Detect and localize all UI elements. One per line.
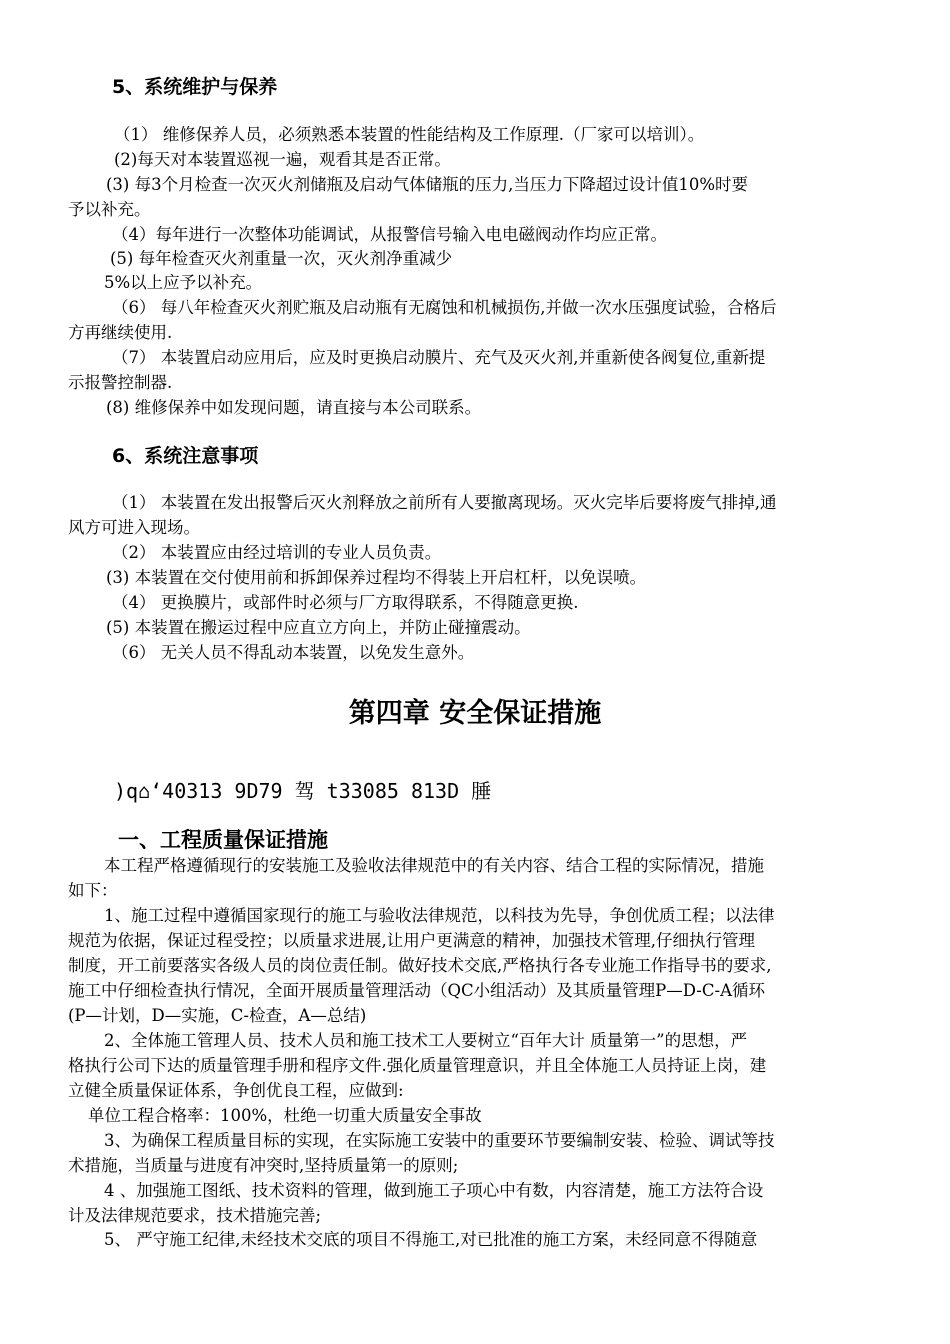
- section-5-line: 示报警控制器.: [68, 373, 173, 392]
- section-5-line: 予以补充。: [68, 200, 151, 219]
- section-6-line: （6） 无关人员不得乱动本装置，以免发生意外。: [112, 643, 475, 662]
- subsection-line: 立健全质量保证体系，争创优良工程，应做到:: [68, 1081, 404, 1100]
- section-5-heading: 5、系统维护与保养: [112, 76, 278, 98]
- section-6-line: 风方可进入现场。: [68, 518, 200, 537]
- section-5-line: 5%以上应予以补充。: [104, 273, 263, 292]
- subsection-line: 格执行公司下达的质量管理手册和程序文件.强化质量管理意识，并且全体施工人员持证上岗，建: [68, 1056, 767, 1075]
- subsection-heading: 一、工程质量保证措施: [118, 828, 328, 852]
- chapter-title: 第四章 安全保证措施: [348, 698, 602, 729]
- subsection-line: 如下：: [68, 881, 118, 900]
- subsection-line: 4 、加强施工图纸、技术资料的管理，做到施工子项心中有数，内容清楚，施工方法符合设: [104, 1181, 764, 1200]
- subsection-line: 本工程严格遵循现行的安装施工及验收法律规范中的有关内容、结合工程的实际情况，措施: [104, 856, 764, 875]
- section-5-line: （1） 维修保养人员，必须熟悉本装置的性能结构及工作原理.（厂家可以培训）。: [114, 125, 705, 144]
- section-5-line: 方再继续使用.: [68, 323, 173, 342]
- subsection-line: 5、 严守施工纪律,未经技术交底的项目不得施工,对已批准的施工方案，未经同意不得随意: [104, 1230, 758, 1249]
- section-5-line: (8) 维修保养中如发现问题，请直接与本公司联系。: [106, 398, 482, 417]
- section-5-line: (3) 每3个月检查一次灭火剂储瓶及启动气体储瓶的压力,当压力下降超过设计值10%时要: [106, 175, 749, 194]
- section-5-line: (2)每天对本装置巡视一遍，观看其是否正常。: [114, 150, 451, 169]
- subsection-line: 单位工程合格率：100%，杜绝一切重大质量安全事故: [88, 1106, 482, 1125]
- subsection-line: 施工中仔细检查执行情况，全面开展质量管理活动（QC小组活动）及其质量管理P—D-C-A循环: [68, 981, 765, 1000]
- subsection-line: 规范为依据，保证过程受控；以质量求进展,让用户更满意的精神，加强技术管理,仔细执行管理: [68, 931, 755, 950]
- subsection-line: 2、全体施工管理人员、技术人员和施工技术工人要树立“百年大计 质量第一”的思想，严: [104, 1031, 748, 1050]
- garbled-text-line: )q⌂‘40313 9D79 驾 t33085 813D 腄: [114, 779, 492, 803]
- subsection-line: 计及法律规范要求，技术措施完善;: [68, 1206, 322, 1225]
- section-6-line: (5) 本装置在搬运过程中应直立方向上，并防止碰撞震动。: [106, 618, 531, 637]
- section-6-line: （1） 本装置在发出报警后灭火剂释放之前所有人要撤离现场。灭火完毕后要将废气排掉,通: [112, 493, 777, 512]
- subsection-line: 制度，开工前要落实各级人员的岗位责任制。做好技术交底,严格执行各专业施工作指导书的要求,: [68, 956, 772, 975]
- section-5-line: （4）每年进行一次整体功能调试，从报警信号输入电电磁阀动作均应正常。: [112, 225, 667, 244]
- subsection-line: 1、施工过程中遵循国家现行的施工与验收法律规范，以科技为先导，争创优质工程；以法律: [104, 906, 775, 925]
- section-6-line: (3) 本装置在交付使用前和拆卸保养过程均不得装上开启杠杆，以免误喷。: [106, 568, 647, 587]
- section-5-line: (5) 每年检查灭火剂重量一次，灭火剂净重减少: [110, 249, 453, 268]
- section-6-heading: 6、系统注意事项: [112, 445, 259, 467]
- subsection-line: (P—计划，D—实施，C-检查，A—总结): [68, 1006, 367, 1025]
- section-5-line: （6） 每八年检查灭火剂贮瓶及启动瓶有无腐蚀和机械损伤,并做一次水压强度试验，合格后: [112, 298, 777, 317]
- section-6-line: （4） 更换膜片，或部件时必须与厂方取得联系，不得随意更换.: [112, 593, 579, 612]
- section-6-line: （2） 本装置应由经过培训的专业人员负责。: [112, 543, 442, 562]
- section-5-line: （7） 本装置启动应用后，应及时更换启动膜片、充气及灭火剂,并重新使各阀复位,重新提: [112, 348, 766, 367]
- subsection-line: 3、为确保工程质量目标的实现，在实际施工安装中的重要环节要编制安装、检验、调试等技: [104, 1131, 775, 1150]
- subsection-line: 术措施，当质量与进度有冲突时,坚持质量第一的原则;: [68, 1156, 459, 1175]
